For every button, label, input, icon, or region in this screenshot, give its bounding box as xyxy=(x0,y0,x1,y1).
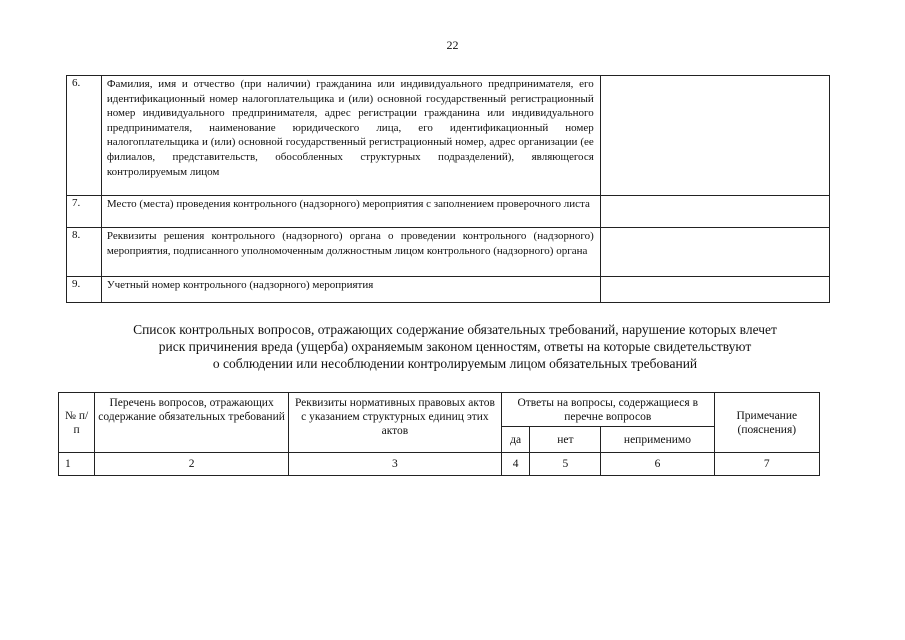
row-text: Фамилия, имя и отчество (при наличии) гражданина или индивидуального предпринимателя, его идентификационный номер налогоплательщика и (или) основной государственный регистрационный номер индивидуального предпринимателя, адрес регистрации гражданина или индивидуального предпринимателя, наименование юридического лица, его идентификационный номер налогоплательщика и (или) основной государственный регистрационный номер, адрес организации (ее филиалов, представительств, обособленных структурных подразделений), являющегося контролируемым лицом xyxy=(101,76,600,196)
page-number: 22 xyxy=(446,38,459,52)
header-num: № п/п xyxy=(59,393,95,453)
heading-line: Список контрольных вопросов, отражающих содержание обязательных требований, нарушение которых влечет xyxy=(133,322,777,337)
table-row xyxy=(67,76,830,196)
section-heading xyxy=(60,321,850,372)
column-number: 1 xyxy=(59,453,95,476)
heading-line: риск причинения вреда (ущерба) охраняемым законом ценностям, ответы на которые свидетельствуют xyxy=(158,339,752,354)
header-note: Примечание (пояснения) xyxy=(714,393,819,453)
column-number: 4 xyxy=(501,453,530,476)
row-number: 6. xyxy=(67,76,102,196)
row-value-cell xyxy=(600,196,829,228)
header-questions: Перечень вопросов, отражающих содержание обязательных требований xyxy=(95,393,289,453)
column-number: 7 xyxy=(714,453,819,476)
table-row xyxy=(67,228,830,277)
numbering-row xyxy=(59,453,820,476)
heading-line: о соблюдении или несоблюдении контролируемым лицом обязательных требований xyxy=(212,356,698,371)
column-number: 2 xyxy=(95,453,289,476)
checklist-info-table xyxy=(66,75,830,303)
row-number: 8. xyxy=(67,228,102,277)
row-text: Место (места) проведения контрольного (надзорного) мероприятия с заполнением проверочного листа xyxy=(101,196,600,228)
header-row xyxy=(59,393,820,427)
column-number: 6 xyxy=(601,453,714,476)
header-no: нет xyxy=(530,427,601,453)
table-row xyxy=(67,277,830,303)
row-value-cell xyxy=(600,277,829,303)
questions-table xyxy=(58,392,820,476)
table-row xyxy=(67,196,830,228)
column-number: 5 xyxy=(530,453,601,476)
row-number: 7. xyxy=(67,196,102,228)
column-number: 3 xyxy=(288,453,501,476)
row-text: Реквизиты решения контрольного (надзорного) органа о проведении контрольного (надзорного) мероприятия, подписанного уполномоченным должностным лицом контрольного (надзорного) органа xyxy=(101,228,600,277)
header-answers: Ответы на вопросы, содержащиеся в перечне вопросов xyxy=(501,393,714,427)
row-number: 9. xyxy=(67,277,102,303)
header-yes: да xyxy=(501,427,530,453)
row-value-cell xyxy=(600,76,829,196)
row-value-cell xyxy=(600,228,829,277)
row-text: Учетный номер контрольного (надзорного) мероприятия xyxy=(101,277,600,303)
header-na: неприменимо xyxy=(601,427,714,453)
header-requisites: Реквизиты нормативных правовых актов с указанием структурных единиц этих актов xyxy=(288,393,501,453)
